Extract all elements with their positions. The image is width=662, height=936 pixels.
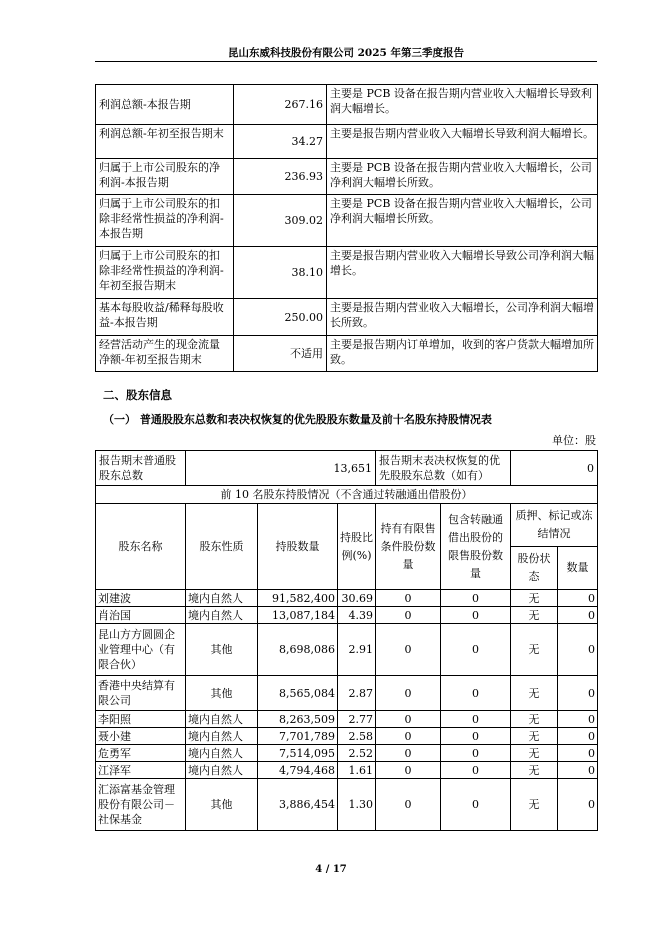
col-header-shares: 持股数量 xyxy=(258,504,338,590)
holder-qty: 0 xyxy=(558,728,598,745)
holder-lent: 0 xyxy=(441,624,511,676)
holder-status: 无 xyxy=(511,745,558,762)
holder-qty: 0 xyxy=(558,676,598,711)
holder-qty: 0 xyxy=(558,590,598,607)
holder-nature: 境内自然人 xyxy=(186,762,258,779)
col-header-qty: 数量 xyxy=(558,547,598,590)
holder-status: 无 xyxy=(511,624,558,676)
item-cell: 归属于上市公司股东的扣除非经常性损益的净利润-年初至报告期末 xyxy=(96,247,234,299)
page-header: 昆山东威科技股份有限公司 2025 年第三季度报告 xyxy=(227,47,465,59)
holder-lent: 0 xyxy=(441,762,511,779)
holder-shares: 7,514,095 xyxy=(258,745,338,762)
holder-nature: 境内自然人 xyxy=(186,728,258,745)
holder-lent: 0 xyxy=(441,711,511,728)
holder-lent: 0 xyxy=(441,728,511,745)
table-row xyxy=(96,762,598,779)
col-header-status: 股份状态 xyxy=(511,547,558,590)
holder-nature: 其他 xyxy=(186,676,258,711)
holder-restricted: 0 xyxy=(376,624,441,676)
table-caption-row xyxy=(96,486,598,504)
reason-cell: 主要是 PCB 设备在报告期内营业收入大幅增长，公司净利润大幅增长所致。 xyxy=(327,195,598,247)
holder-qty: 0 xyxy=(558,624,598,676)
holder-status: 无 xyxy=(511,779,558,831)
holder-restricted: 0 xyxy=(376,745,441,762)
summary-value: 0 xyxy=(511,451,598,486)
holder-status: 无 xyxy=(511,676,558,711)
holder-nature: 境内自然人 xyxy=(186,711,258,728)
holder-shares: 91,582,400 xyxy=(258,590,338,607)
holder-name: 聂小建 xyxy=(96,728,186,745)
table-row xyxy=(96,624,598,676)
holder-qty: 0 xyxy=(558,607,598,624)
holder-restricted: 0 xyxy=(376,590,441,607)
value-cell: 250.00 xyxy=(234,299,327,336)
holder-name: 汇添富基金管理股份有限公司－社保基金 xyxy=(96,779,186,831)
holder-status: 无 xyxy=(511,728,558,745)
holder-status: 无 xyxy=(511,762,558,779)
holder-ratio: 2.58 xyxy=(338,728,376,745)
unit-label: 单位：股 xyxy=(552,434,596,447)
table-row xyxy=(96,607,598,624)
holder-ratio: 2.77 xyxy=(338,711,376,728)
holder-name: 香港中央结算有限公司 xyxy=(96,676,186,711)
table-row xyxy=(96,676,598,711)
holder-status: 无 xyxy=(511,607,558,624)
value-cell: 236.93 xyxy=(234,159,327,195)
holder-ratio: 2.91 xyxy=(338,624,376,676)
holder-shares: 13,087,184 xyxy=(258,607,338,624)
summary-label: 报告期末表决权恢复的优先股股东总数（如有） xyxy=(376,451,511,486)
holder-restricted: 0 xyxy=(376,711,441,728)
col-header-nature: 股东性质 xyxy=(186,504,258,590)
holder-shares: 8,263,509 xyxy=(258,711,338,728)
col-header-lent: 包含转融通借出股份的限售股份数量 xyxy=(441,504,511,590)
header-row xyxy=(96,504,598,547)
item-cell: 归属于上市公司股东的净利润-本报告期 xyxy=(96,159,234,195)
holder-ratio: 2.87 xyxy=(338,676,376,711)
item-cell: 利润总额-本报告期 xyxy=(96,85,234,125)
holder-status: 无 xyxy=(511,711,558,728)
item-cell: 利润总额-年初至报告期末 xyxy=(96,125,234,159)
holder-ratio: 30.69 xyxy=(338,590,376,607)
table-row xyxy=(96,159,598,195)
holder-lent: 0 xyxy=(441,779,511,831)
holder-name: 昆山方方圆圆企业管理中心（有限合伙） xyxy=(96,624,186,676)
holder-ratio: 2.52 xyxy=(338,745,376,762)
reason-cell: 主要是 PCB 设备在报告期内营业收入大幅增长，公司净利润大幅增长所致。 xyxy=(327,159,598,195)
table-row xyxy=(96,195,598,247)
item-cell: 基本每股收益/稀释每股收益-本报告期 xyxy=(96,299,234,336)
top-shareholders-table xyxy=(95,485,598,831)
table-row xyxy=(96,85,598,125)
holder-nature: 其他 xyxy=(186,624,258,676)
holder-nature: 其他 xyxy=(186,779,258,831)
col-header-pledge: 质押、标记或冻结情况 xyxy=(511,504,598,547)
holder-restricted: 0 xyxy=(376,762,441,779)
value-cell: 34.27 xyxy=(234,125,327,159)
holder-qty: 0 xyxy=(558,762,598,779)
section-title: 二、股东信息 xyxy=(103,388,172,402)
table-row xyxy=(96,590,598,607)
value-cell: 38.10 xyxy=(234,247,327,299)
holder-qty: 0 xyxy=(558,779,598,831)
holder-lent: 0 xyxy=(441,745,511,762)
table-row xyxy=(96,336,598,372)
reason-cell: 主要是报告期内营业收入大幅增长导致利润大幅增长。 xyxy=(327,125,598,159)
holder-name: 江泽军 xyxy=(96,762,186,779)
holder-lent: 0 xyxy=(441,676,511,711)
holder-restricted: 0 xyxy=(376,607,441,624)
holder-restricted: 0 xyxy=(376,728,441,745)
holder-restricted: 0 xyxy=(376,676,441,711)
item-cell: 经营活动产生的现金流量净额-年初至报告期末 xyxy=(96,336,234,372)
change-reasons-table xyxy=(95,84,598,372)
holder-qty: 0 xyxy=(558,711,598,728)
holder-ratio: 1.61 xyxy=(338,762,376,779)
table-row xyxy=(96,247,598,299)
reason-cell: 主要是报告期内营业收入大幅增长，公司净利润大幅增长所致。 xyxy=(327,299,598,336)
holder-status: 无 xyxy=(511,590,558,607)
col-header-name: 股东名称 xyxy=(96,504,186,590)
holder-name: 刘建波 xyxy=(96,590,186,607)
table-row xyxy=(96,745,598,762)
holder-shares: 8,698,086 xyxy=(258,624,338,676)
summary-value: 13,651 xyxy=(186,451,376,486)
section-subtitle: （一） 普通股股东总数和表决权恢复的优先股股东数量及前十名股东持股情况表 xyxy=(103,413,492,426)
reason-cell: 主要是 PCB 设备在报告期内营业收入大幅增长导致利润大幅增长。 xyxy=(327,85,598,125)
value-cell: 不适用 xyxy=(234,336,327,372)
holder-name: 肖治国 xyxy=(96,607,186,624)
holder-lent: 0 xyxy=(441,590,511,607)
value-cell: 267.16 xyxy=(234,85,327,125)
page-number: 4 / 17 xyxy=(315,864,347,875)
shareholder-summary-table xyxy=(95,450,598,486)
holder-nature: 境内自然人 xyxy=(186,745,258,762)
summary-label: 报告期末普通股股东总数 xyxy=(96,451,186,486)
col-header-ratio: 持股比例(%) xyxy=(338,504,376,590)
table-caption: 前 10 名股东持股情况（不含通过转融通出借股份） xyxy=(96,486,598,504)
holder-restricted: 0 xyxy=(376,779,441,831)
header-rule xyxy=(95,61,597,62)
holder-shares: 8,565,084 xyxy=(258,676,338,711)
holder-ratio: 4.39 xyxy=(338,607,376,624)
table-row xyxy=(96,711,598,728)
table-row xyxy=(96,779,598,831)
holder-shares: 3,886,454 xyxy=(258,779,338,831)
table-row xyxy=(96,451,598,486)
reason-cell: 主要是报告期内营业收入大幅增长导致公司净利润大幅增长。 xyxy=(327,247,598,299)
holder-lent: 0 xyxy=(441,607,511,624)
holder-name: 李阳照 xyxy=(96,711,186,728)
reason-cell: 主要是报告期内订单增加，收到的客户货款大幅增加所致。 xyxy=(327,336,598,372)
holder-ratio: 1.30 xyxy=(338,779,376,831)
holder-nature: 境内自然人 xyxy=(186,590,258,607)
table-row xyxy=(96,299,598,336)
holder-shares: 7,701,789 xyxy=(258,728,338,745)
holder-shares: 4,794,468 xyxy=(258,762,338,779)
item-cell: 归属于上市公司股东的扣除非经常性损益的净利润-本报告期 xyxy=(96,195,234,247)
holder-name: 危勇军 xyxy=(96,745,186,762)
value-cell: 309.02 xyxy=(234,195,327,247)
col-header-restricted: 持有有限售条件股份数量 xyxy=(376,504,441,590)
table-row xyxy=(96,728,598,745)
holder-qty: 0 xyxy=(558,745,598,762)
table-row xyxy=(96,125,598,159)
holder-nature: 境内自然人 xyxy=(186,607,258,624)
